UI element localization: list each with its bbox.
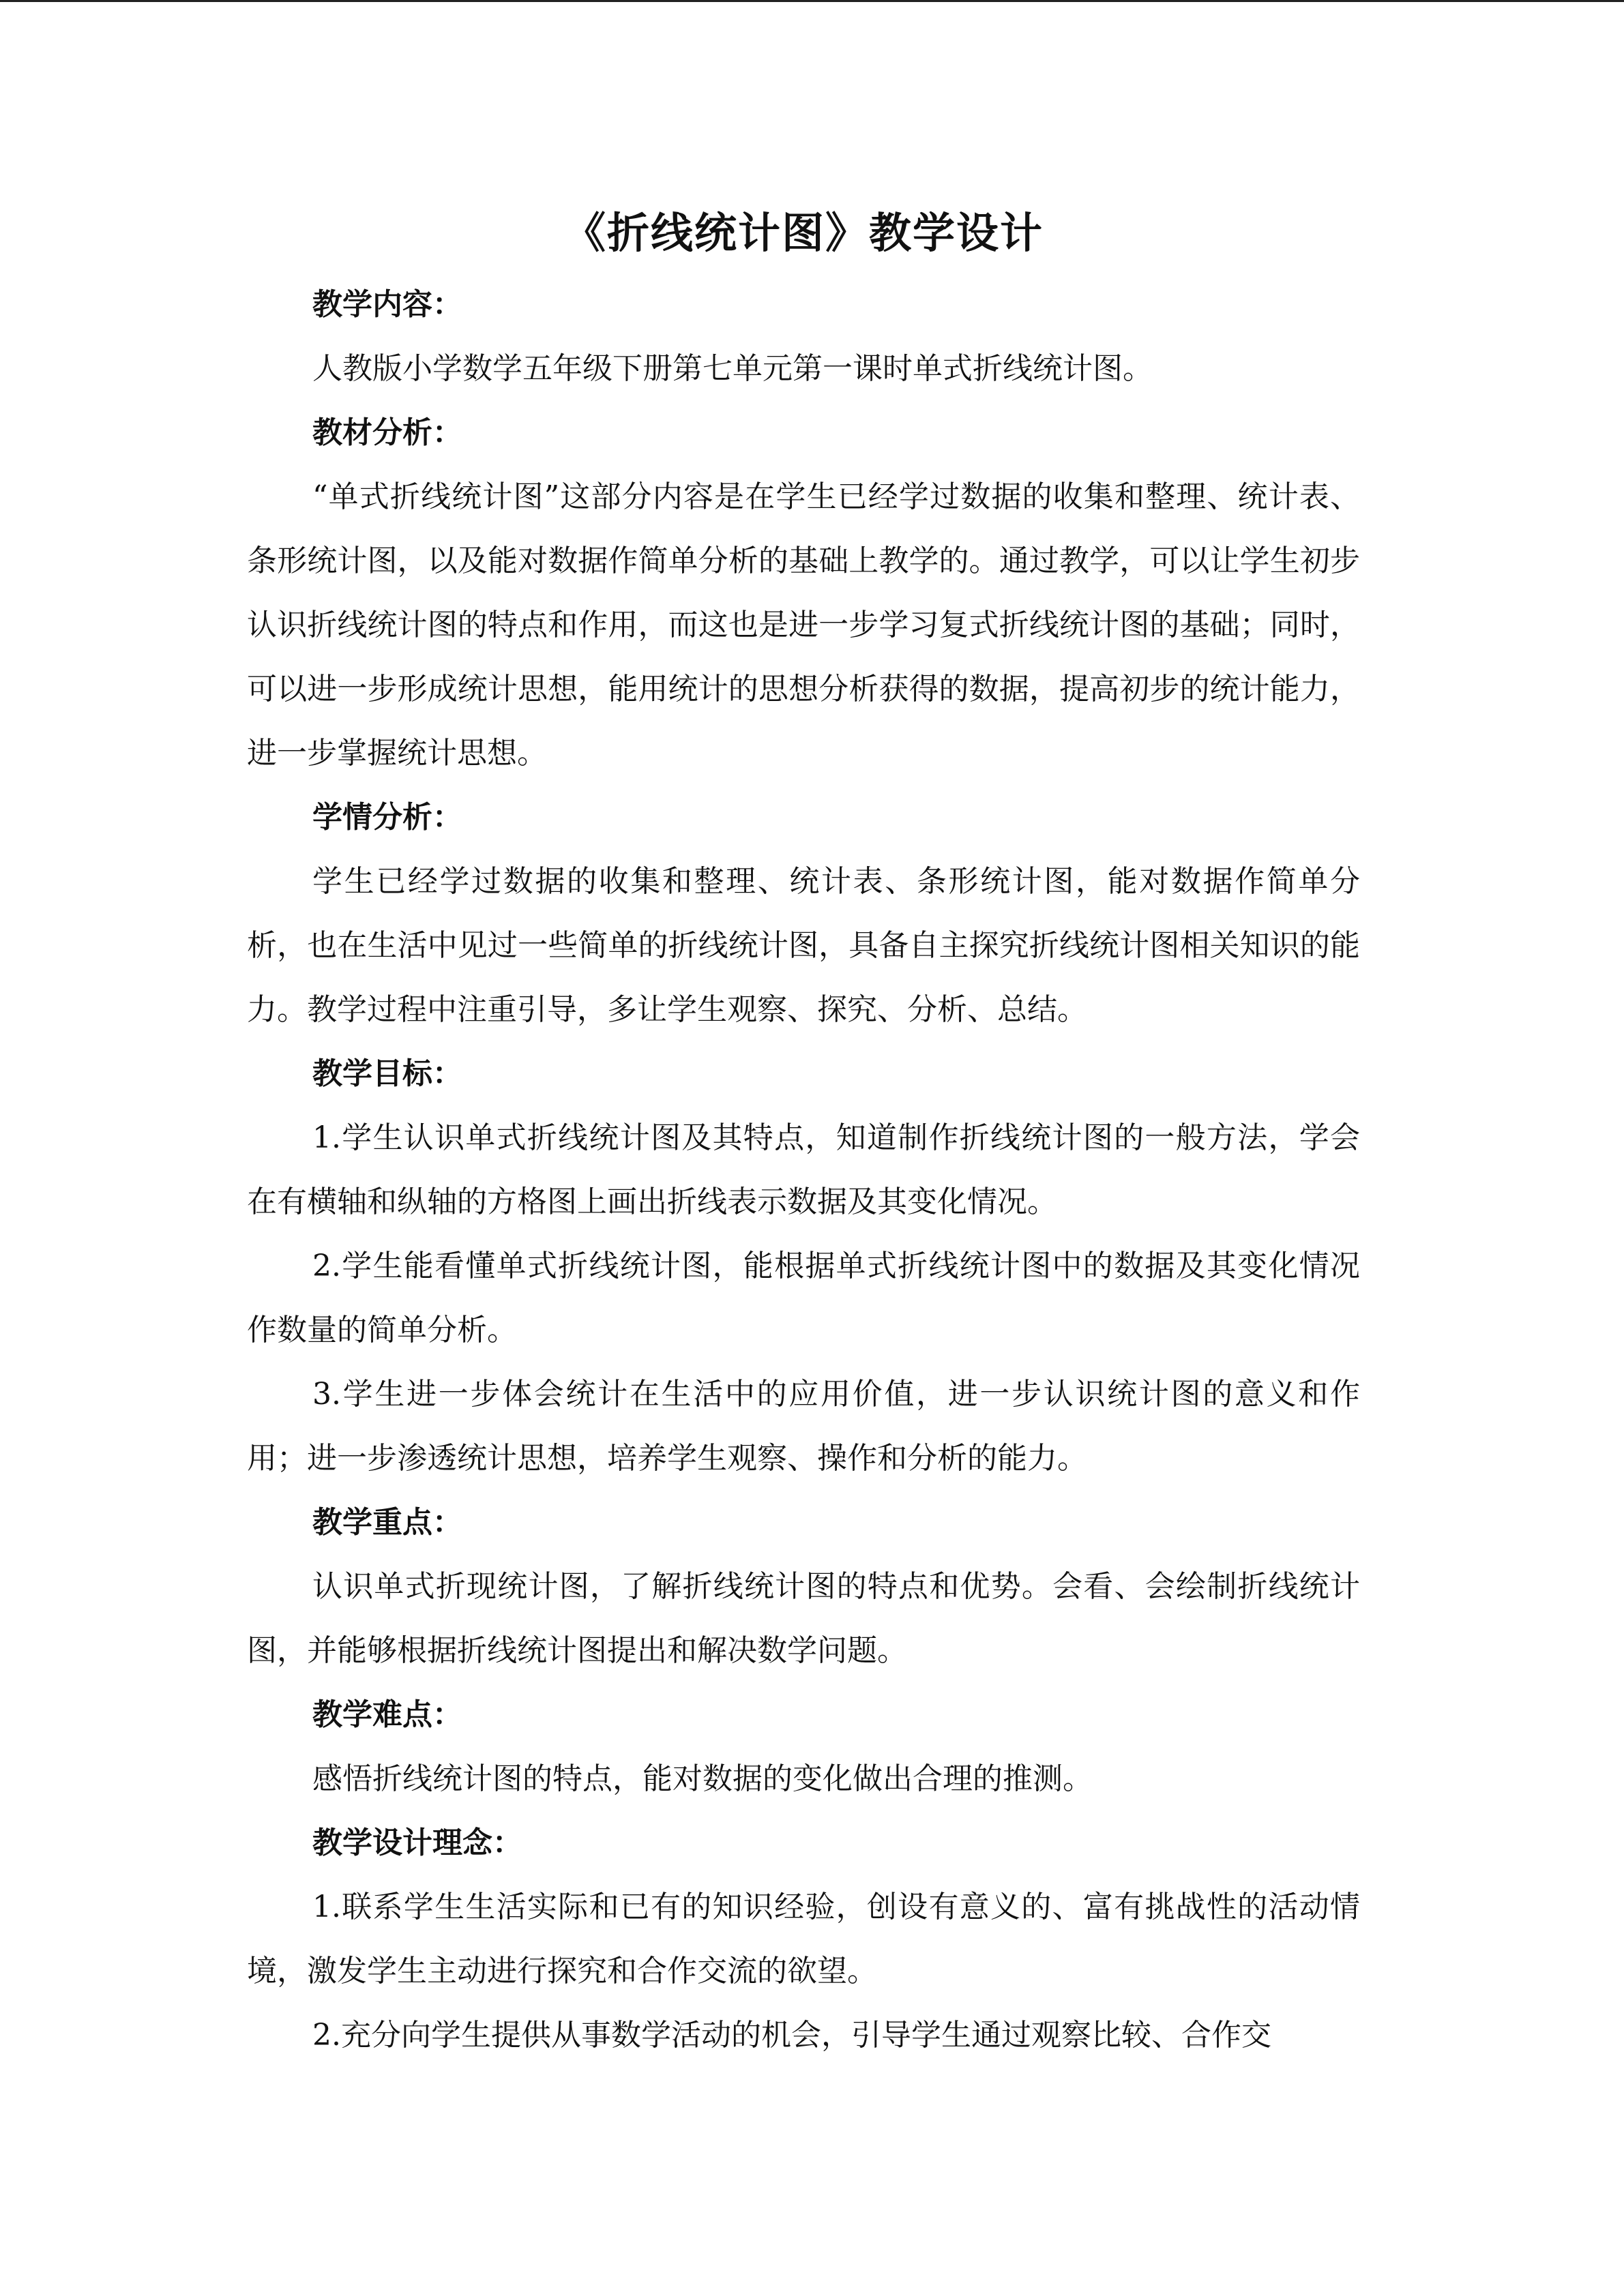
objective-item: 3.学生进一步体会统计在生活中的应用价值，进一步认识统计图的意义和作用；进一步渗透统计思想，培养学生观察、操作和分析的能力。 bbox=[247, 1377, 1360, 1476]
section-paragraph: 认识单式折现统计图，了解折线统计图的特点和优势。会看、会绘制折线统计图，并能够根据折线统计图提出和解决数学问题。 bbox=[247, 1569, 1360, 1668]
concept-item: 2.充分向学生提供从事数学活动的机会，引导学生通过观察比较、合作交 bbox=[312, 2018, 1271, 2053]
concept-item: 1.联系学生生活实际和已有的知识经验，创设有意义的、富有挑战性的活动情境，激发学生主动进行探究和合作交流的欲望。 bbox=[247, 1890, 1360, 1988]
section-paragraph: 学生已经学过数据的收集和整理、统计表、条形统计图，能对数据作简单分析，也在生活中见过一些简单的折线统计图，具备自主探究折线统计图相关知识的能力。教学过程中注重引导，多让学生观察、探究、分析、总结。 bbox=[247, 864, 1360, 1027]
page-top-border bbox=[0, 0, 1624, 2]
document-page bbox=[247, 198, 1360, 2068]
section-teaching-content bbox=[247, 273, 1360, 401]
section-design-concept bbox=[247, 1811, 1360, 2068]
section-teaching-objectives bbox=[247, 1042, 1360, 1491]
section-heading: 教学重点： bbox=[312, 1505, 462, 1540]
document-title: 《折线统计图》教学设计 bbox=[563, 208, 1044, 258]
section-heading: 教学目标： bbox=[312, 1056, 462, 1091]
objective-item: 1.学生认识单式折线统计图及其特点，知道制作折线统计图的一般方法，学会在有横轴和纵轴的方格图上画出折线表示数据及其变化情况。 bbox=[247, 1120, 1360, 1219]
section-heading: 学情分析： bbox=[312, 800, 462, 835]
section-heading: 教学内容： bbox=[312, 287, 462, 322]
section-textbook-analysis bbox=[247, 401, 1360, 786]
section-key-points bbox=[247, 1491, 1360, 1683]
objective-item: 2.学生能看懂单式折线统计图，能根据单式折线统计图中的数据及其变化情况作数量的简单分析。 bbox=[247, 1249, 1360, 1347]
section-student-analysis bbox=[247, 786, 1360, 1042]
section-heading: 教学难点： bbox=[312, 1697, 462, 1732]
section-paragraph: “单式折线统计图”这部分内容是在学生已经学过数据的收集和整理、统计表、条形统计图，以及能对数据作简单分析的基础上教学的。通过教学，可以让学生初步认识折线统计图的特点和作用，而这也是进一步学习复式折线统计图的基础；同时，可以进一步形成统计思想，能用统计的思想分析获得的数据，提高初步的统计能力，进一步掌握统计思想。 bbox=[247, 479, 1360, 771]
section-paragraph: 感悟折线统计图的特点，能对数据的变化做出合理的推测。 bbox=[312, 1761, 1093, 1796]
section-difficulties bbox=[247, 1683, 1360, 1811]
section-heading: 教学设计理念： bbox=[312, 1825, 522, 1860]
section-heading: 教材分析： bbox=[312, 415, 462, 450]
section-paragraph: 人教版小学数学五年级下册第七单元第一课时单式折线统计图。 bbox=[312, 351, 1153, 386]
